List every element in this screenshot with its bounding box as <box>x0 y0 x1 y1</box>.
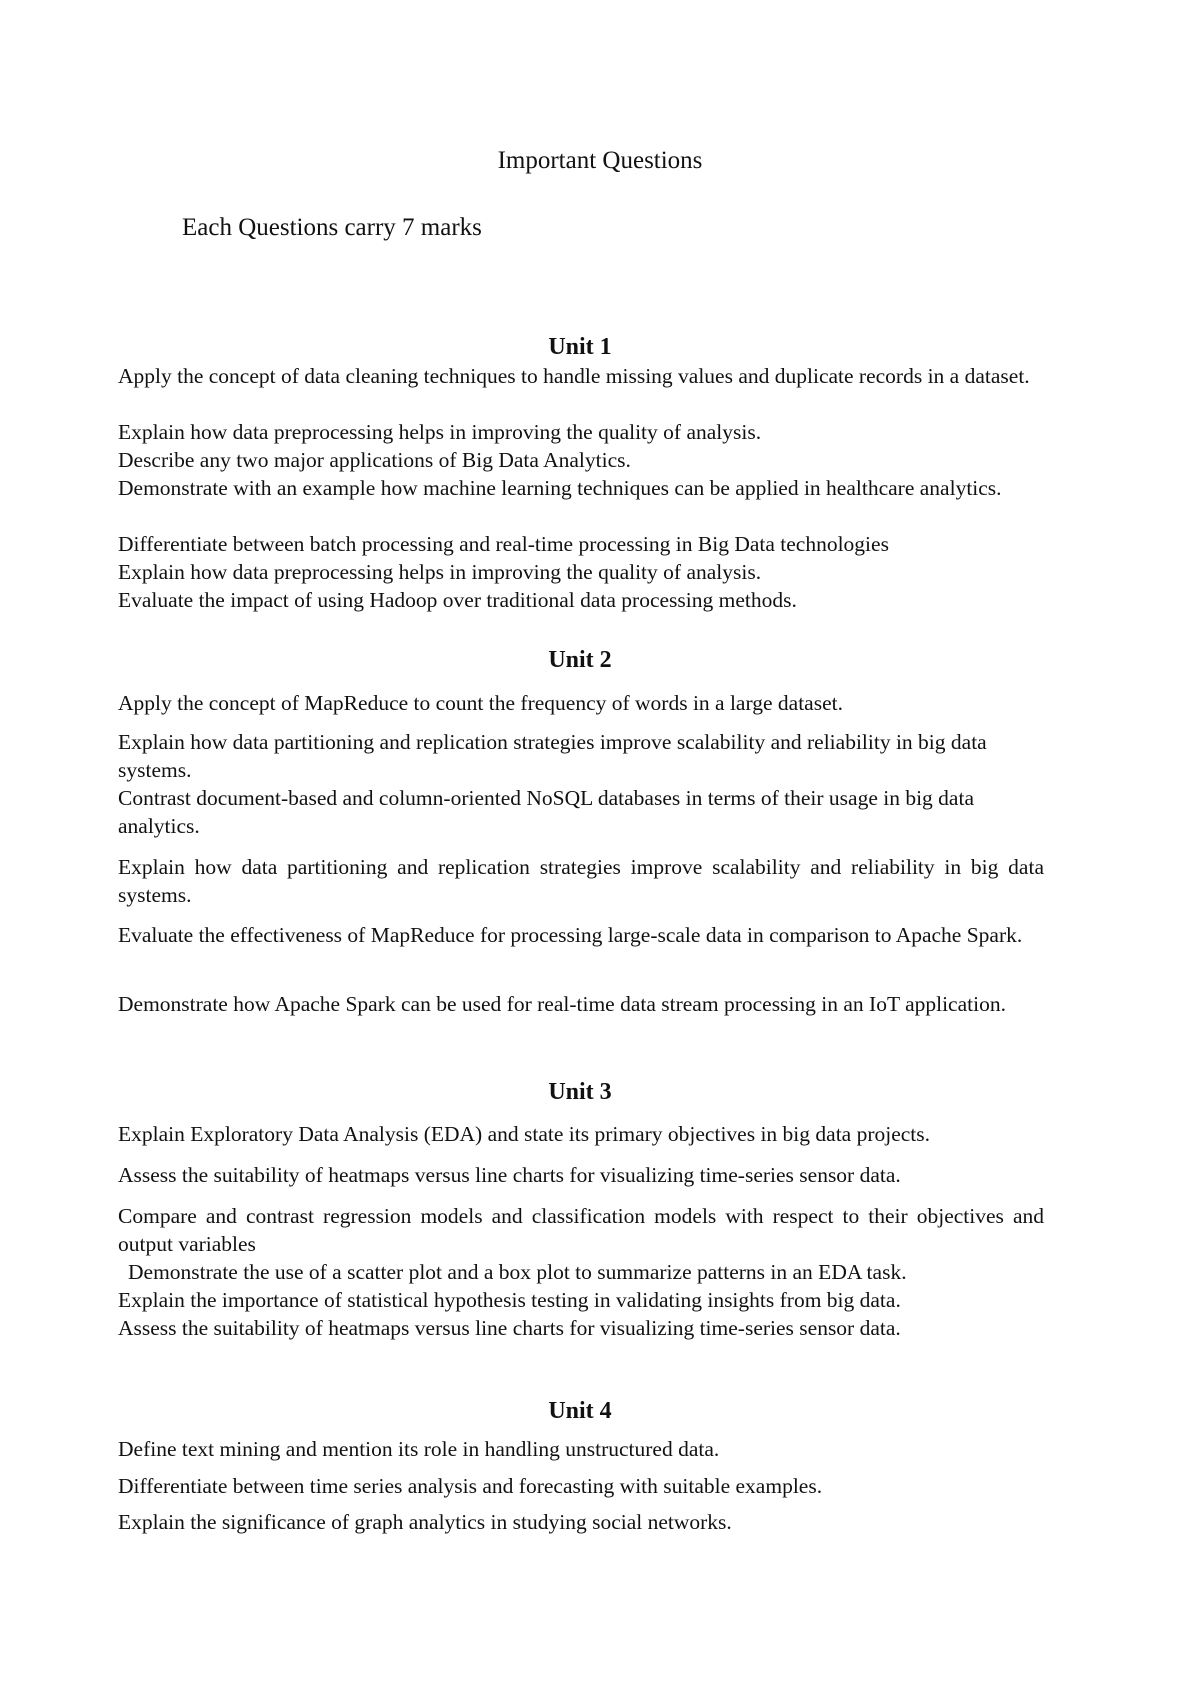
unit-1-question: Explain how data preprocessing helps in improving the quality of analysis. <box>118 420 762 444</box>
unit-1-question: Describe any two major applications of Big Data Analytics. <box>118 448 631 472</box>
unit-3-heading: Unit 3 <box>548 1079 612 1105</box>
unit-4-question: Define text mining and mention its role in handling unstructured data. <box>118 1437 720 1461</box>
unit-4-question: Differentiate between time series analysis and forecasting with suitable examples. <box>118 1474 823 1498</box>
unit-3-question: Compare and contrast regression models and classification models with respect to their objectives and output variables <box>118 1204 1044 1256</box>
unit-4-question: Explain the significance of graph analytics in studying social networks. <box>118 1510 732 1534</box>
unit-2-question: Explain how data partitioning and replication strategies improve scalability and reliability in big data systems. <box>118 730 987 782</box>
page-title: Important Questions <box>497 147 703 174</box>
unit-2-question: Contrast document-based and column-oriented NoSQL databases in terms of their usage in big data analytics. <box>118 786 974 838</box>
unit-4-heading: Unit 4 <box>548 1398 612 1424</box>
unit-1-question: Differentiate between batch processing and real-time processing in Big Data technologies <box>118 532 889 556</box>
unit-2-heading: Unit 2 <box>548 647 612 673</box>
unit-1-question: Evaluate the impact of using Hadoop over traditional data processing methods. <box>118 588 797 612</box>
unit-3-question: Explain the importance of statistical hypothesis testing in validating insights from big data. <box>118 1288 901 1312</box>
page-subtitle: Each Questions carry 7 marks <box>182 214 482 241</box>
unit-1-heading: Unit 1 <box>548 334 612 360</box>
unit-2-question: Explain how data partitioning and replication strategies improve scalability and reliability in big data systems. <box>118 855 1044 907</box>
unit-2-question: Demonstrate how Apache Spark can be used for real-time data stream processing in an IoT application. <box>118 992 1006 1016</box>
unit-3-question: Assess the suitability of heatmaps versus line charts for visualizing time-series sensor data. <box>118 1316 901 1340</box>
unit-1-question: Demonstrate with an example how machine learning techniques can be applied in healthcare analytics. <box>118 476 1002 500</box>
unit-2-question: Apply the concept of MapReduce to count the frequency of words in a large dataset. <box>118 691 843 715</box>
unit-3-question: Assess the suitability of heatmaps versus line charts for visualizing time-series sensor data. <box>118 1163 901 1187</box>
unit-3-question: Explain Exploratory Data Analysis (EDA) and state its primary objectives in big data projects. <box>118 1122 931 1146</box>
unit-2-question: Evaluate the effectiveness of MapReduce for processing large-scale data in comparison to Apache Spark. <box>118 923 1023 947</box>
unit-1-question: Explain how data preprocessing helps in improving the quality of analysis. <box>118 560 762 584</box>
unit-3-question: Demonstrate the use of a scatter plot and a box plot to summarize patterns in an EDA task. <box>128 1260 907 1284</box>
unit-1-question: Apply the concept of data cleaning techniques to handle missing values and duplicate records in a dataset. <box>118 364 1030 388</box>
